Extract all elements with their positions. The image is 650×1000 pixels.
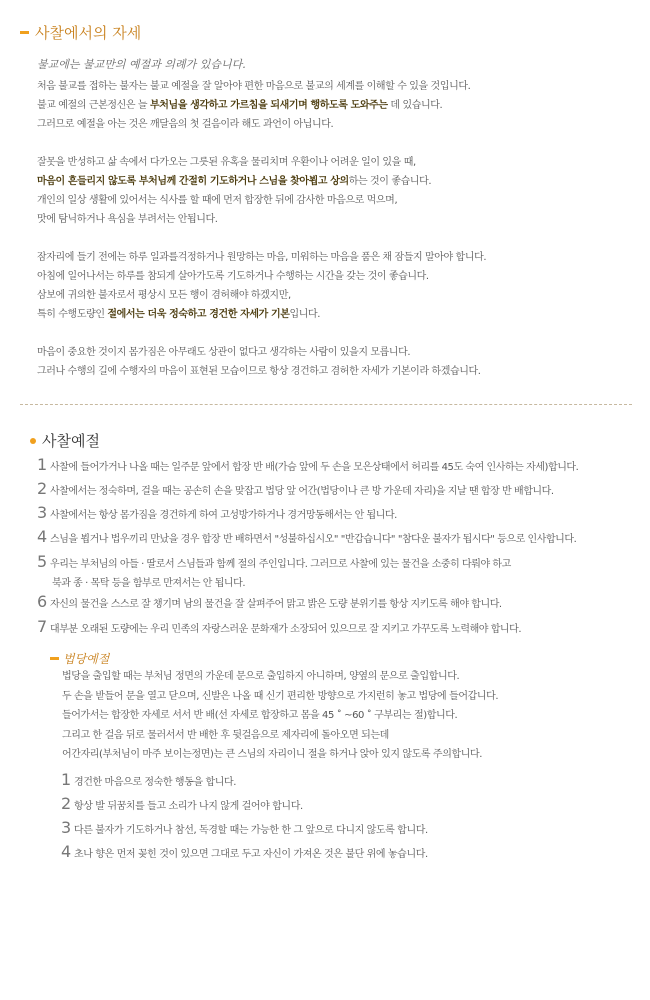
highlight-text: 절에서는 더욱 정숙하고 경건한 자세가 기본 bbox=[107, 309, 290, 320]
paragraph-line bbox=[37, 267, 642, 286]
section-heading bbox=[20, 22, 141, 43]
subsection-paragraph bbox=[62, 667, 498, 765]
rule-item bbox=[37, 552, 511, 573]
rule-number: 6 bbox=[37, 592, 47, 611]
paragraph bbox=[37, 248, 642, 324]
rule-text: 사찰에서는 항상 몸가짐을 경건하게 하여 고성방가하거나 경거망동해서는 안 됩니다. bbox=[50, 510, 397, 521]
text-segment: 맛에 탐닉하거나 욕심을 부려서는 안됩니다. bbox=[37, 214, 218, 225]
paragraph-line: 법당을 출입할 때는 부처님 정면의 가운데 문으로 출입하지 아니하며, 양옆의 문으로 출입합니다. bbox=[62, 671, 460, 682]
rule-number: 4 bbox=[37, 527, 47, 546]
text-segment: 그러나 수행의 길에 수행자의 마음이 표현된 모습이므로 항상 경건하고 겸허한 자세가 기본이라 하겠습니다. bbox=[37, 366, 481, 377]
subsection-heading bbox=[50, 650, 109, 667]
rule-number: 2 bbox=[37, 479, 47, 498]
section-title: 사찰에서의 자세 bbox=[35, 24, 142, 42]
rule-item bbox=[37, 527, 576, 548]
intro-text: 불교에는 불교만의 예절과 의례가 있습니다. bbox=[37, 58, 246, 71]
rule-number: 1 bbox=[61, 770, 71, 789]
rule-item bbox=[37, 503, 397, 524]
rule-item bbox=[37, 617, 521, 638]
paragraph-line bbox=[37, 115, 642, 134]
rule-number: 2 bbox=[61, 794, 71, 813]
text-segment: 입니다. bbox=[289, 309, 321, 320]
paragraph-line: 두 손을 받들어 문을 열고 닫으며, 신발은 나올 때 신기 편리한 방향으로 가지런히 놓고 법당에 들어갑니다. bbox=[62, 690, 499, 702]
rule-number: 3 bbox=[37, 503, 47, 522]
rule-item bbox=[61, 842, 428, 863]
highlight-text: 마음이 흔들리지 않도록 부처님께 간절히 기도하거나 스님을 찾아뵙고 상의 bbox=[37, 176, 349, 187]
text-segment: 개인의 일상 생활에 있어서는 식사를 할 때에 먼저 합장한 뒤에 감사한 마음으로 먹으며, bbox=[37, 195, 398, 206]
rule-item bbox=[37, 455, 578, 476]
rule-text: 다른 불자가 기도하거나 참선, 독경할 때는 가능한 한 그 앞으로 다니지 않도록 합니다. bbox=[74, 825, 428, 836]
heading-bar-icon bbox=[20, 31, 29, 34]
rule-text: 자신의 물건을 스스로 잘 챙기며 남의 물건을 잘 살펴주어 맑고 밝은 도량 분위기를 항상 지키도록 해야 합니다. bbox=[50, 599, 502, 610]
rule-item bbox=[61, 818, 428, 839]
section-title: 사찰예절 bbox=[42, 432, 100, 450]
rule-text: 대부분 오래된 도량에는 우리 민족의 자랑스러운 문화재가 소장되어 있으므로 잘 지키고 가꾸도록 노력해야 합니다. bbox=[50, 624, 522, 635]
text-segment: 마음이 중요한 것이지 몸가짐은 아무래도 상관이 없다고 생각하는 사람이 있을지 모릅니다. bbox=[37, 347, 411, 358]
text-segment: 데 있습니다. bbox=[387, 100, 443, 111]
paragraph-line bbox=[37, 286, 642, 305]
paragraph bbox=[37, 343, 642, 381]
rule-text-continued: 북과 종 · 목탁 등을 함부로 만져서는 안 됩니다. bbox=[52, 578, 246, 589]
paragraph-line bbox=[37, 172, 642, 191]
rule-text: 사찰에 들어가거나 나올 때는 일주문 앞에서 합장 반 배(가슴 앞에 두 손을 모은상태에서 허리를 45도 숙여 인사하는 자세)합니다. bbox=[50, 462, 579, 473]
rule-text: 스님을 뵙거나 법우끼리 만났을 경우 합장 반 배하면서 "성불하십시오" "반갑습니다" "참다운 불자가 됩시다" 등으로 인사합니다. bbox=[50, 534, 577, 545]
paragraph-line bbox=[37, 305, 642, 324]
rule-text: 우리는 부처님의 아들 · 딸로서 스님들과 함께 절의 주인입니다. 그러므로 사찰에 있는 물건을 소중히 다뤄야 하고 bbox=[50, 559, 511, 570]
paragraph-line bbox=[37, 191, 642, 210]
paragraph-line bbox=[37, 343, 642, 362]
rule-number: 5 bbox=[37, 552, 47, 571]
rule-number: 3 bbox=[61, 818, 71, 837]
paragraph-line: 그리고 한 걸음 뒤로 물러서서 반 배한 후 뒷걸음으로 제자리에 돌아오면 되는데 bbox=[62, 729, 389, 741]
rule-text: 항상 발 뒤꿈치를 들고 소리가 나지 않게 걸어야 합니다. bbox=[74, 801, 303, 812]
text-segment: 그러므로 예절을 아는 것은 깨달음의 첫 걸음이라 해도 과언이 아닙니다. bbox=[37, 119, 334, 130]
rule-number: 1 bbox=[37, 455, 47, 474]
rule-item bbox=[61, 794, 303, 815]
section-heading bbox=[30, 430, 100, 451]
text-segment: 잠자리에 들기 전에는 하루 일과를걱정하거나 원망하는 마음, 미워하는 마음을 품은 채 잠들지 말아야 합니다. bbox=[37, 252, 487, 263]
paragraph-line bbox=[37, 210, 642, 229]
paragraph-line: 어간자리(부처님이 마주 보이는정면)는 큰 스님의 자리이니 절을 하거나 앉아 있지 않도록 주의합니다. bbox=[62, 749, 483, 760]
text-segment: 삼보에 귀의한 불자로서 평상시 모든 행이 겸허해야 하겠지만, bbox=[37, 290, 291, 301]
paragraph-line bbox=[37, 248, 642, 267]
paragraph bbox=[37, 153, 642, 229]
bullet-dot-icon bbox=[30, 438, 36, 444]
section-divider bbox=[20, 404, 632, 405]
text-segment: 하는 것이 좋습니다. bbox=[348, 176, 432, 187]
paragraph-line bbox=[37, 96, 642, 115]
text-segment: 잘못을 반성하고 삶 속에서 다가오는 그릇된 유혹을 물리치며 우환이나 어려운 일이 있을 때, bbox=[37, 157, 416, 168]
subsection-title: 법당예절 bbox=[63, 652, 110, 666]
heading-bar-icon bbox=[50, 657, 59, 660]
paragraph bbox=[37, 77, 642, 134]
rule-text: 초나 향은 먼저 꽂힌 것이 있으면 그대로 두고 자신이 가져온 것은 불단 위에 놓습니다. bbox=[74, 849, 428, 860]
text-segment: 특히 수행도량인 bbox=[37, 309, 108, 320]
rule-number: 7 bbox=[37, 617, 47, 636]
text-segment: 불교 예절의 근본정신은 늘 bbox=[37, 100, 150, 111]
paragraph-line: 들어가서는 합장한 자세로 서서 반 배(선 자세로 합장하고 몸을 45 ˚ ~60 ˚ 구부리는 절)합니다. bbox=[62, 710, 458, 721]
paragraph-line bbox=[37, 153, 642, 172]
highlight-text: 부처님을 생각하고 가르침을 되새기며 행하도록 도와주는 bbox=[149, 100, 388, 111]
rule-item bbox=[37, 592, 502, 613]
paragraph-line bbox=[37, 362, 642, 381]
text-segment: 아침에 일어나서는 하루를 참되게 살아가도록 기도하거나 수행하는 시간을 갖는 것이 좋습니다. bbox=[37, 271, 429, 282]
paragraph-line bbox=[37, 77, 642, 96]
rule-number: 4 bbox=[61, 842, 71, 861]
rule-text: 사찰에서는 정숙하며, 걸을 때는 공손히 손을 맞잡고 법당 앞 어간(법당이나 큰 방 가운데 자리)을 지날 땐 합장 반 배합니다. bbox=[50, 486, 554, 497]
text-segment: 처음 불교를 접하는 불자는 불교 예절을 잘 알아야 편한 마음으로 불교의 세계를 이해할 수 있을 것입니다. bbox=[37, 81, 471, 92]
rule-item bbox=[61, 770, 236, 791]
rule-item bbox=[37, 479, 554, 500]
rule-text: 경건한 마음으로 정숙한 행동을 합니다. bbox=[74, 777, 237, 788]
